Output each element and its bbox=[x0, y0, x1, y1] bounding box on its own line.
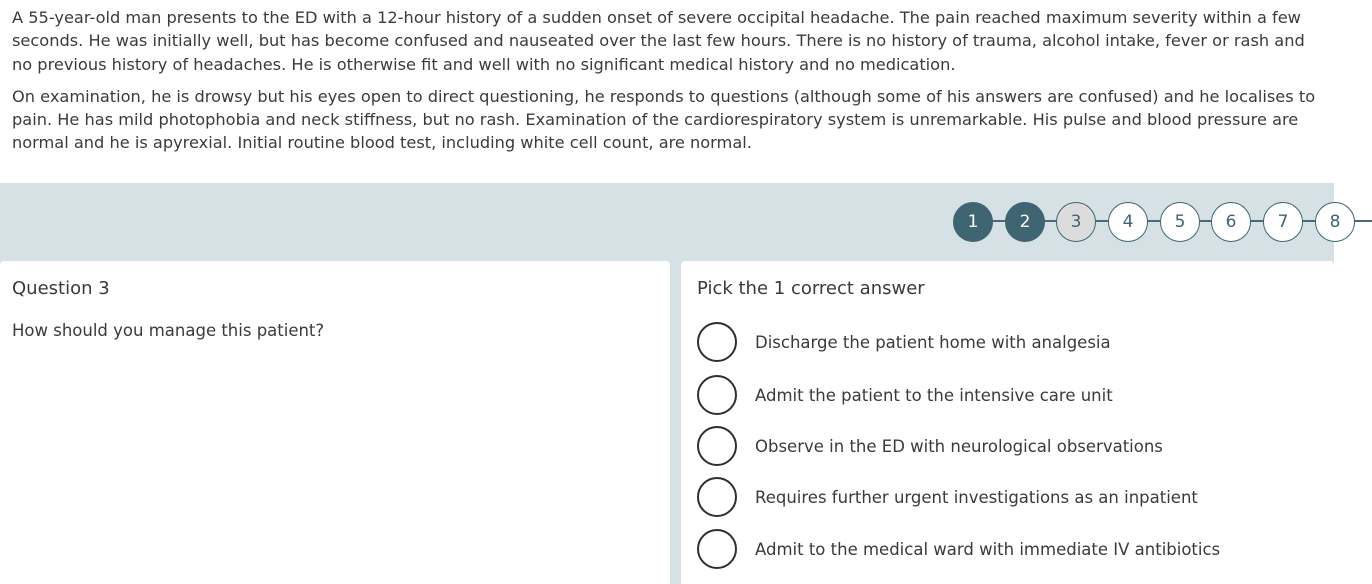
question-nav-item-1[interactable]: 1 bbox=[953, 202, 993, 242]
question-title: Question 3 bbox=[12, 278, 110, 299]
answer-option[interactable] bbox=[697, 527, 1317, 571]
answer-option[interactable] bbox=[697, 424, 1317, 468]
answer-option-label: Discharge the patient home with analgesia bbox=[755, 332, 1111, 352]
answer-option-label: Admit to the medical ward with immediate IV antibiotics bbox=[755, 539, 1221, 559]
radio-button[interactable] bbox=[697, 426, 737, 466]
question-nav-item-5[interactable]: 5 bbox=[1160, 202, 1200, 242]
case-paragraph: A 55-year-old man presents to the ED with a 12-hour history of a sudden onset of severe occipital headache. The pain reached maximum severity within a few seconds. He was initially well, but has become confused and nauseated over the last few hours. There is no history of trauma, alcohol intake, fever or rash and no previous history of headaches. He is otherwise fit and well with no significant medical history and no medication. bbox=[12, 8, 1305, 74]
question-navigation bbox=[0, 183, 1341, 260]
answer-option[interactable] bbox=[697, 320, 1317, 364]
answer-option[interactable] bbox=[697, 373, 1317, 417]
question-nav-item-3[interactable]: 3 bbox=[1056, 202, 1096, 242]
radio-button[interactable] bbox=[697, 375, 737, 415]
answer-option-label: Requires further urgent investigations as an inpatient bbox=[755, 487, 1198, 507]
case-stem bbox=[12, 6, 1322, 164]
question-panel bbox=[0, 261, 670, 584]
question-nav-item-2[interactable]: 2 bbox=[1005, 202, 1045, 242]
question-text: How should you manage this patient? bbox=[12, 321, 325, 340]
radio-button[interactable] bbox=[697, 477, 737, 517]
question-nav-item-6[interactable]: 6 bbox=[1211, 202, 1251, 242]
answer-option-label: Admit the patient to the intensive care unit bbox=[755, 385, 1113, 405]
question-nav-item-4[interactable]: 4 bbox=[1108, 202, 1148, 242]
answer-panel bbox=[681, 261, 1334, 584]
question-nav-item-8[interactable]: 8 bbox=[1315, 202, 1355, 242]
answer-instruction: Pick the 1 correct answer bbox=[697, 278, 925, 299]
case-paragraph: On examination, he is drowsy but his eyes open to direct questioning, he responds to questions (although some of his answers are confused) and he localises to pain. He has mild photophobia and neck stiffness, but no rash. Examination of the cardiorespiratory system is unremarkable. His pulse and blood pressure are normal and he is apyrexial. Initial routine blood test, including white cell count, are normal. bbox=[12, 86, 1316, 153]
radio-button[interactable] bbox=[697, 322, 737, 362]
radio-button[interactable] bbox=[697, 529, 737, 569]
question-nav-item-7[interactable]: 7 bbox=[1263, 202, 1303, 242]
answer-option[interactable] bbox=[697, 475, 1317, 519]
answer-option-label: Observe in the ED with neurological observations bbox=[755, 436, 1163, 456]
